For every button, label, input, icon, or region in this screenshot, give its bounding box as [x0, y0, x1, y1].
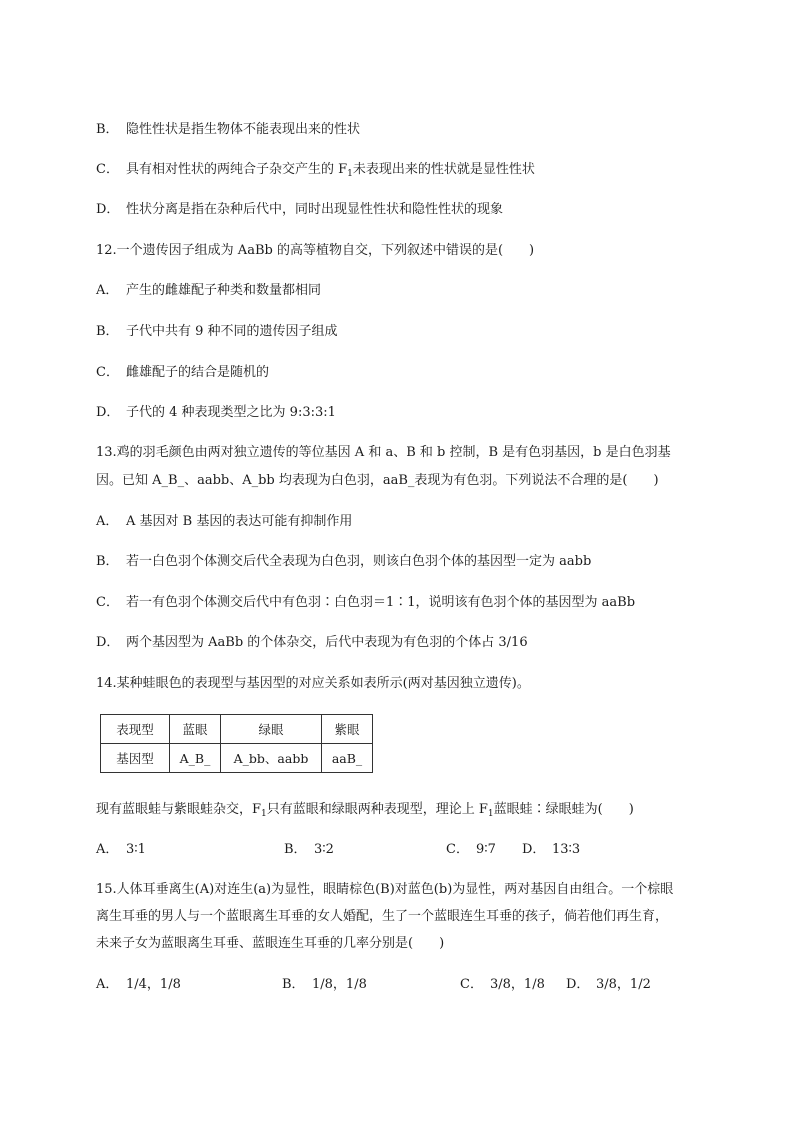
q14-option-d: D． 13∶3	[522, 842, 581, 857]
table-cell: 绿眼	[221, 715, 322, 744]
q15-stem-line1: 15.人体耳垂离生(A)对连生(a)为显性，眼睛棕色(B)对蓝色(b)为显性，两对基因自由组合。一个棕眼	[96, 882, 674, 897]
q15-stem-line2: 离生耳垂的男人与一个蓝眼离生耳垂的女人婚配，生了一个蓝眼连生耳垂的孩子，倘若他们再生育，	[96, 909, 669, 924]
q13-option-c: C． 若一有色羽个体测交后代中有色羽∶白色羽＝1∶1，说明该有色羽个体的基因型为 aaBb	[96, 595, 636, 610]
q13-stem-line1: 13.鸡的羽毛颜色由两对独立遗传的等位基因 A 和 a、B 和 b 控制，B 是有色羽基因，b 是白色羽基	[96, 445, 671, 460]
q14-question: 现有蓝眼蛙与紫眼蛙杂交，$F_1$只有蓝眼和绿眼两种表现型，理论上 $F_1$蓝眼蛙∶绿眼蛙为( )	[96, 802, 634, 819]
table-cell: aaB_	[322, 744, 373, 773]
q12-option-c: C． 雌雄配子的结合是随机的	[96, 365, 270, 380]
q12-stem: 12.一个遗传因子组成为 AaBb 的高等植物自交，下列叙述中错误的是( )	[96, 243, 535, 258]
table-cell: 表现型	[101, 715, 170, 744]
q11-option-d: D． 性状分离是指在杂种后代中，同时出现显性性状和隐性性状的现象	[96, 202, 504, 217]
table-cell: A_B_	[170, 744, 221, 773]
q15-option-a: A． 1/4，1/8	[96, 977, 181, 992]
table-cell: A_bb、aabb	[221, 744, 322, 773]
table-cell: 基因型	[101, 744, 170, 773]
q14-option-c: C． 9∶7	[446, 842, 496, 857]
q13-option-a: A． A 基因对 B 基因的表达可能有抑制作用	[96, 514, 353, 529]
q15-option-d: D． 3/8，1/2	[566, 977, 651, 992]
q13-stem-line2: 因。已知 A_B_、aabb、A_bb 均表现为白色羽，aaB_表现为有色羽。下列说法不合理的是( )	[96, 473, 659, 488]
q11-option-c: C． 具有相对性状的两纯合子杂交产生的 $F_1$未表现出来的性状就是显性性状	[96, 162, 535, 179]
q13-option-d: D． 两个基因型为 AaBb 的个体杂交，后代中表现为有色羽的个体占 3/16	[96, 635, 528, 650]
q12-option-d: D． 子代的 4 种表现类型之比为 9:3:3:1	[96, 405, 336, 420]
q15-stem-line3: 未来子女为蓝眼离生耳垂、蓝眼连生耳垂的几率分别是( )	[96, 936, 445, 951]
q14-option-b: B． 3∶2	[284, 842, 334, 857]
table-row	[101, 744, 373, 773]
q13-option-b: B． 若一白色羽个体测交后代全表现为白色羽，则该白色羽个体的基因型一定为 aabb	[96, 554, 592, 569]
q12-option-b: B． 子代中共有 9 种不同的遗传因子组成	[96, 324, 338, 339]
q11-option-b: B． 隐性性状是指生物体不能表现出来的性状	[96, 122, 361, 137]
q14-option-a: A． 3∶1	[96, 842, 146, 857]
q14-stem: 14.某种蛙眼色的表现型与基因型的对应关系如表所示(两对基因独立遗传)。	[96, 676, 530, 691]
q15-option-c: C． 3/8，1/8	[460, 977, 545, 992]
q15-option-b: B． 1/8，1/8	[282, 977, 367, 992]
genotype-table	[100, 714, 373, 773]
table-cell: 紫眼	[322, 715, 373, 744]
table-row	[101, 715, 373, 744]
q12-option-a: A． 产生的雌雄配子种类和数量都相同	[96, 283, 322, 298]
table-cell: 蓝眼	[170, 715, 221, 744]
